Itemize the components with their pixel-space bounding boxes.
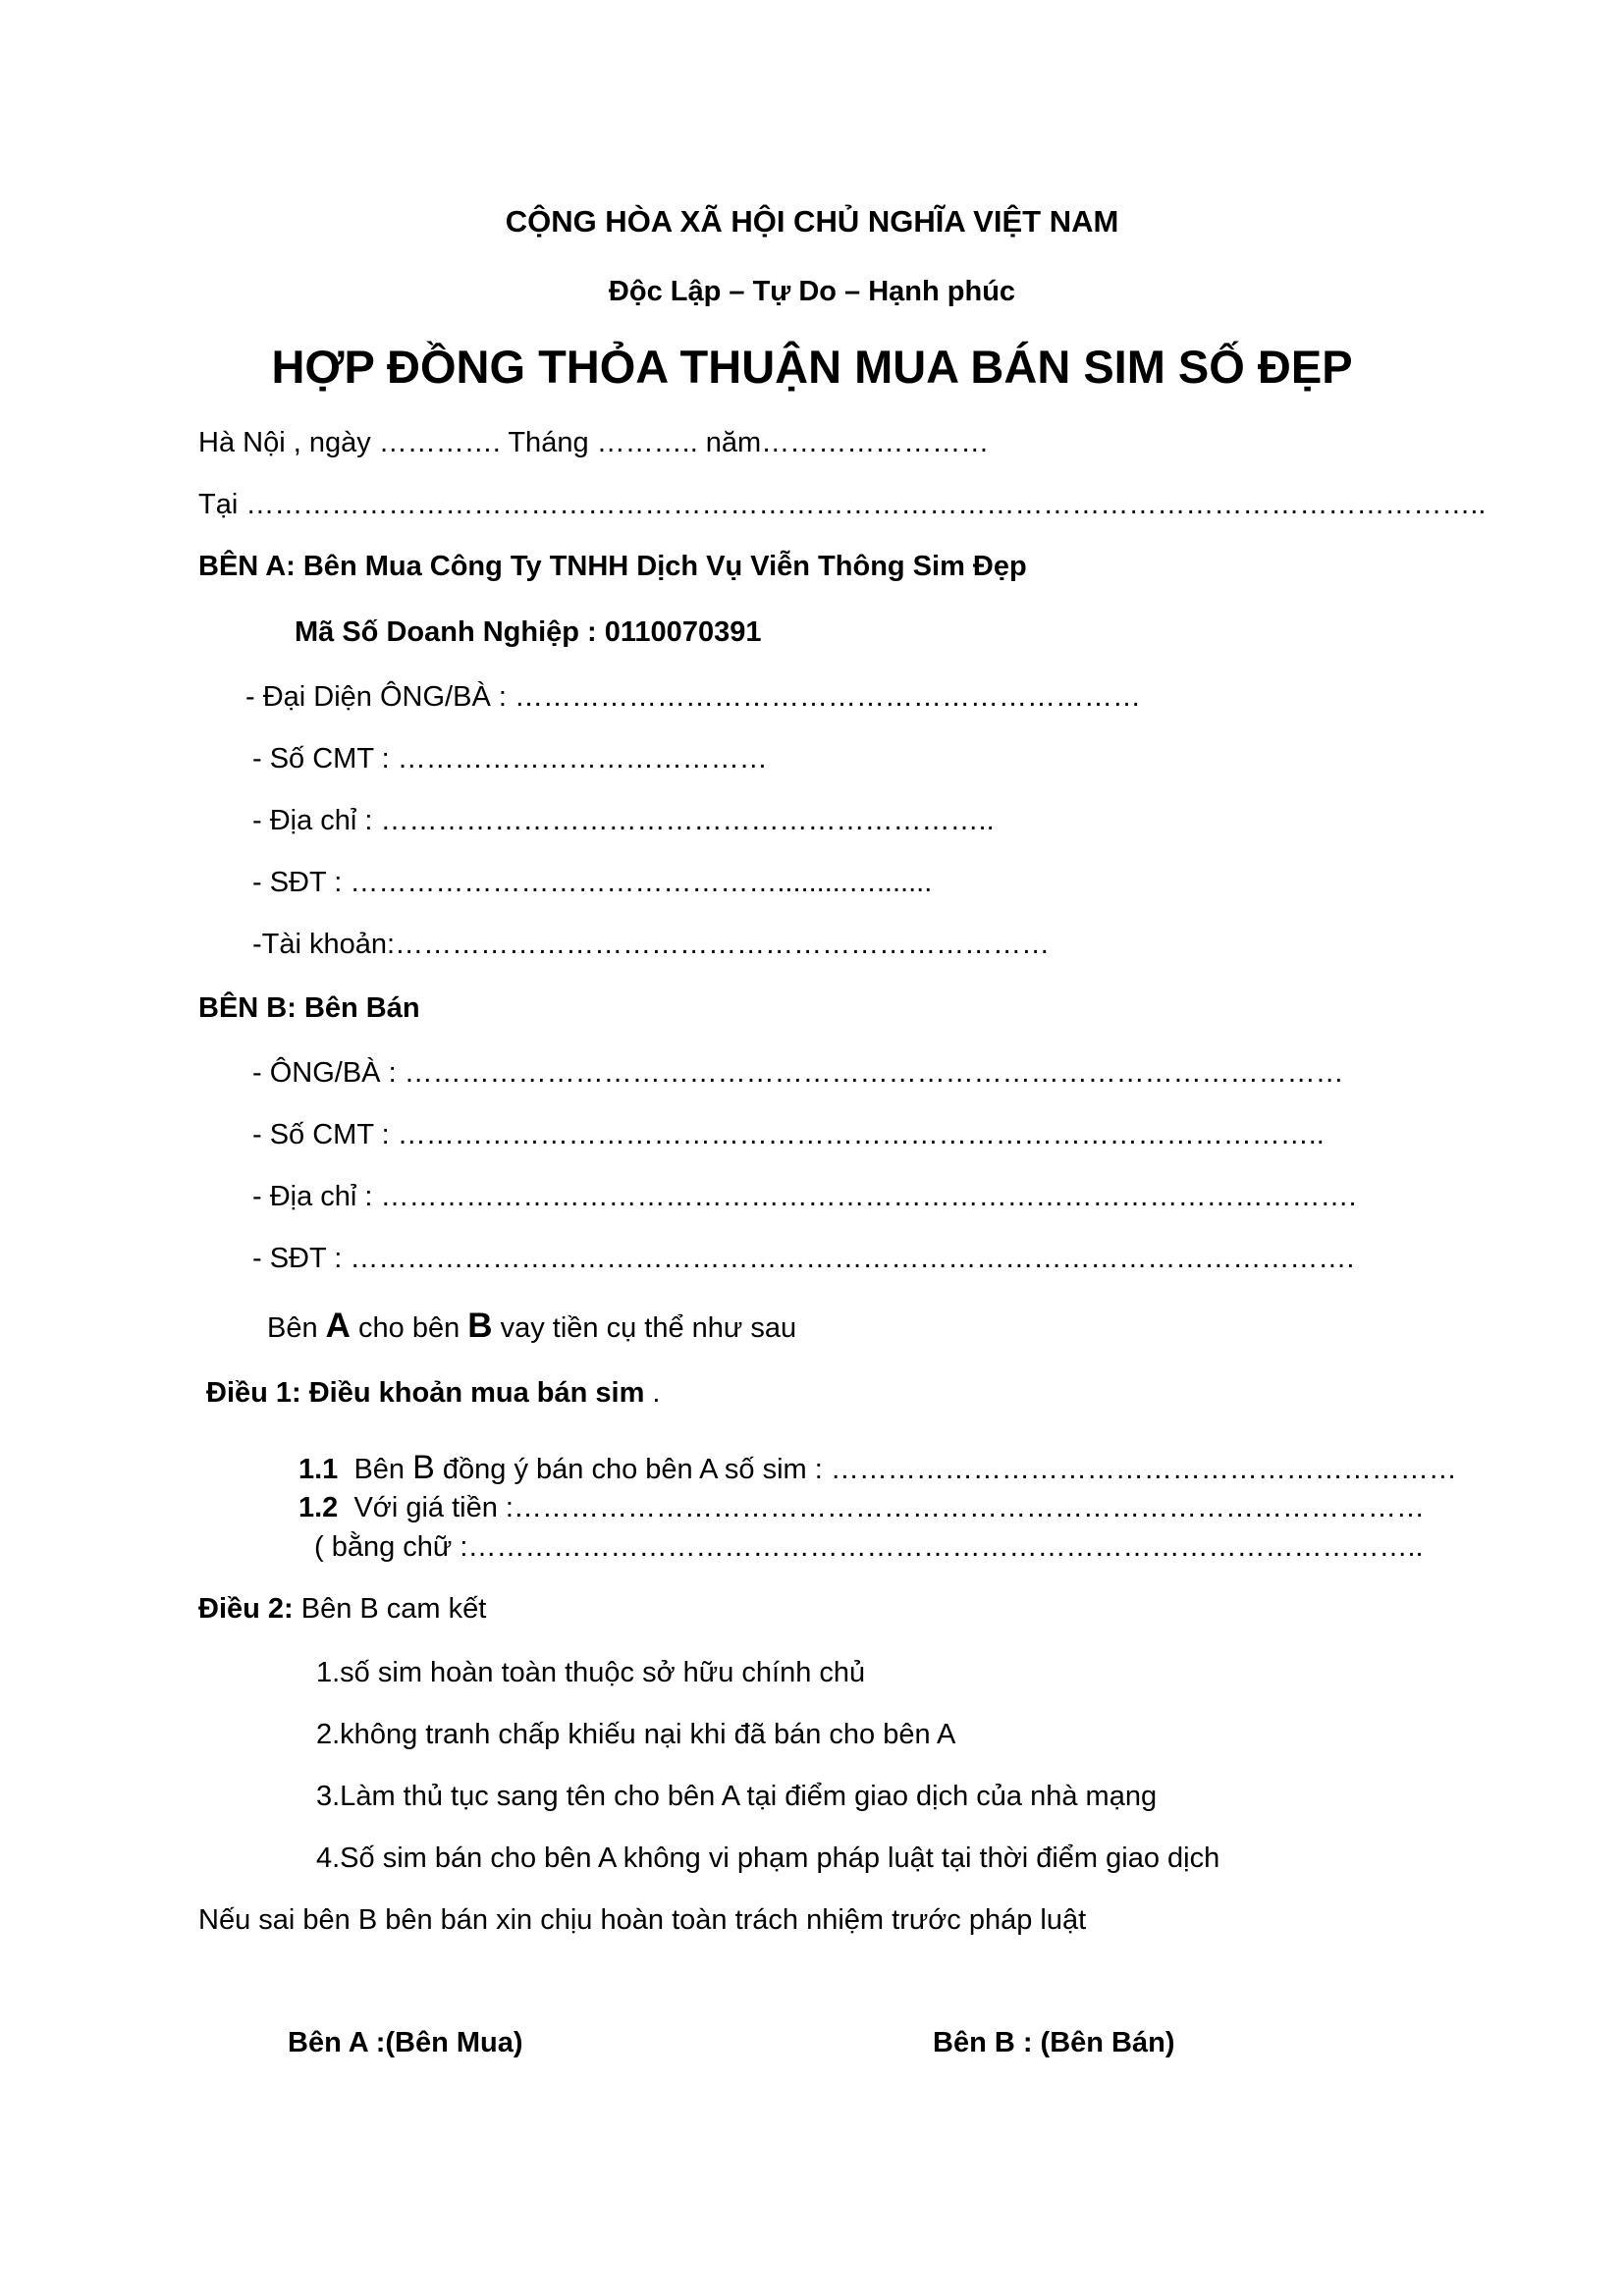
- article-1-heading: Điều 1: Điều khoản mua bán sim .: [206, 1377, 661, 1409]
- liability-statement: Nếu sai bên B bên bán xin chịu hoàn toàn trách nhiệm trước pháp luật: [198, 1904, 1087, 1936]
- article-2-item: 4.Số sim bán cho bên A không vi phạm pháp luật tại thời điểm giao dịch: [316, 1842, 1220, 1874]
- article-2-item: 2.không tranh chấp khiếu nại khi đã bán cho bên A: [316, 1719, 956, 1750]
- party-a-id-card: - Số CMT : …………………………………: [252, 743, 768, 774]
- national-title: CỘNG HÒA XÃ HỘI CHỦ NGHĨA VIỆT NAM: [505, 204, 1119, 239]
- party-a-heading: BÊN A: Bên Mua Công Ty TNHH Dịch Vụ Viễn Thông Sim Đẹp: [198, 551, 1027, 582]
- date-line: Hà Nội , ngày …………. Tháng ……….. năm……………………: [198, 427, 990, 458]
- party-a-representative: - Đại Diện ÔNG/BÀ : …………………………………………………………: [245, 681, 1141, 713]
- party-a-phone: - SĐT : ……………………………………….........….......: [252, 867, 933, 898]
- national-motto: Độc Lập – Tự Do – Hạnh phúc: [608, 276, 1016, 307]
- article-2-heading: Điều 2: Bên B cam kết: [198, 1593, 487, 1625]
- party-a-account: -Tài khoản:……………………………………………………………: [252, 929, 1051, 960]
- party-b-id-card: - Số CMT : ……………………………………………………………………………………..: [252, 1119, 1325, 1150]
- contract-title: HỢP ĐỒNG THỎA THUẬN MUA BÁN SIM SỐ ĐẸP: [271, 341, 1353, 393]
- article-1-item-1: 1.1 Bên B đồng ý bán cho bên A số sim : …………………………………………………………: [298, 1449, 1457, 1486]
- article-1-item-2: 1.2 Với giá tiền :……………………………………………………………………………………: [298, 1492, 1425, 1523]
- article-2-item: 1.số sim hoàn toàn thuộc sở hữu chính chủ: [316, 1657, 866, 1688]
- party-b-address: - Địa chỉ : ………………………………………………………………………………………….: [252, 1181, 1357, 1212]
- party-a-tax-code: Mã Số Doanh Nghiệp : 0110070391: [295, 616, 762, 648]
- party-b-phone: - SĐT : …………………………………………………………………………………………….: [252, 1243, 1355, 1274]
- party-b-name: - ÔNG/BÀ : ………………………………………………………………………………………: [252, 1057, 1344, 1089]
- article-2-item: 3.Làm thủ tục sang tên cho bên A tại điểm giao dịch của nhà mạng: [316, 1781, 1158, 1812]
- article-1-amount-in-words: ( bằng chữ :………………………………………………………………………………………..: [314, 1531, 1424, 1563]
- party-b-heading: BÊN B: Bên Bán: [198, 992, 420, 1024]
- loan-intro: Bên A cho bên B vay tiền cụ thể như sau: [267, 1307, 797, 1345]
- party-a-address: - Địa chỉ : ………………………………………………………..: [252, 805, 995, 836]
- signature-party-a: Bên A :(Bên Mua): [288, 2027, 523, 2058]
- signature-party-b: Bên B : (Bên Bán): [933, 2027, 1175, 2058]
- place-line: Tại …………………………………………………………………………………………………………………..: [198, 489, 1487, 520]
